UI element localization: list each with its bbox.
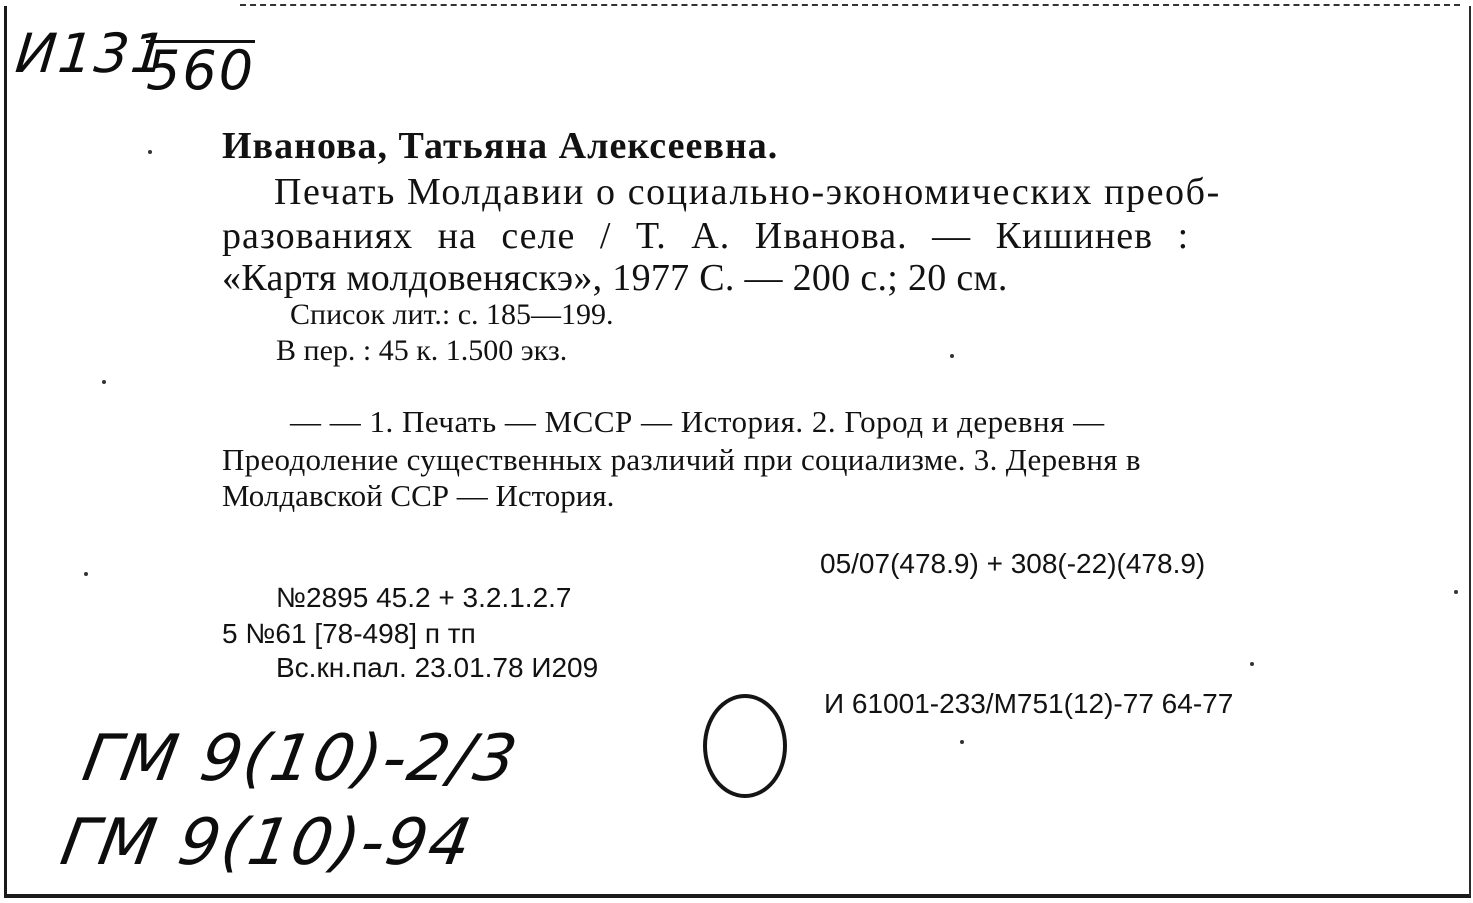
publisher-index: И 61001-233/М751(12)-77 64-77 [824, 688, 1234, 719]
title-line-3: «Картя молдовеняскэ», 1977 С. — 200 с.; 20 см. [222, 257, 1008, 299]
handwritten-class-code-2: ГМ 9(10)-94 [55, 806, 479, 880]
subjects-line-1: — — 1. Печать — МССР — История. 2. Город и деревня — [290, 404, 1105, 439]
bibliography-note: Список лит.: с. 185—199. [290, 298, 614, 331]
book-chamber-record: Вс.кн.пал. 23.01.78 И209 [276, 652, 599, 683]
handwritten-shelf-mark: И131 [12, 22, 171, 85]
classification-code: 05/07(478.9) + 308(-22)(478.9) [820, 548, 1206, 579]
subjects-line-3: Молдавской ССР — История. [222, 478, 615, 513]
card-top-edge [240, 4, 1460, 6]
scan-speck [84, 572, 88, 576]
subjects-line-2: Преодоление существенных различий при социализме. 3. Деревня в [222, 442, 1141, 477]
stamp-circle [703, 694, 787, 798]
scan-speck [950, 354, 954, 358]
title-line-2: разованиях на селе / Т. А. Иванова. — Кишинев : [222, 215, 1190, 257]
registration-number: №2895 45.2 + 3.2.1.2.7 [276, 582, 572, 613]
title-line-1: Печать Молдавии о социально-экономических преоб- [274, 171, 1221, 213]
scan-speck [148, 150, 152, 154]
handwritten-shelf-number: 560 [146, 39, 256, 102]
order-number: 5 №61 [78-498] п тп [222, 618, 476, 649]
scan-speck [1454, 590, 1458, 594]
price-note: В пер. : 45 к. 1.500 экз. [276, 334, 568, 367]
handwritten-class-code-1: ГМ 9(10)-2/3 [77, 722, 524, 796]
author-heading: Иванова, Татьяна Алексеевна. [222, 125, 779, 167]
scan-speck [1250, 662, 1254, 666]
scan-speck [960, 740, 964, 744]
scan-speck [102, 380, 106, 384]
